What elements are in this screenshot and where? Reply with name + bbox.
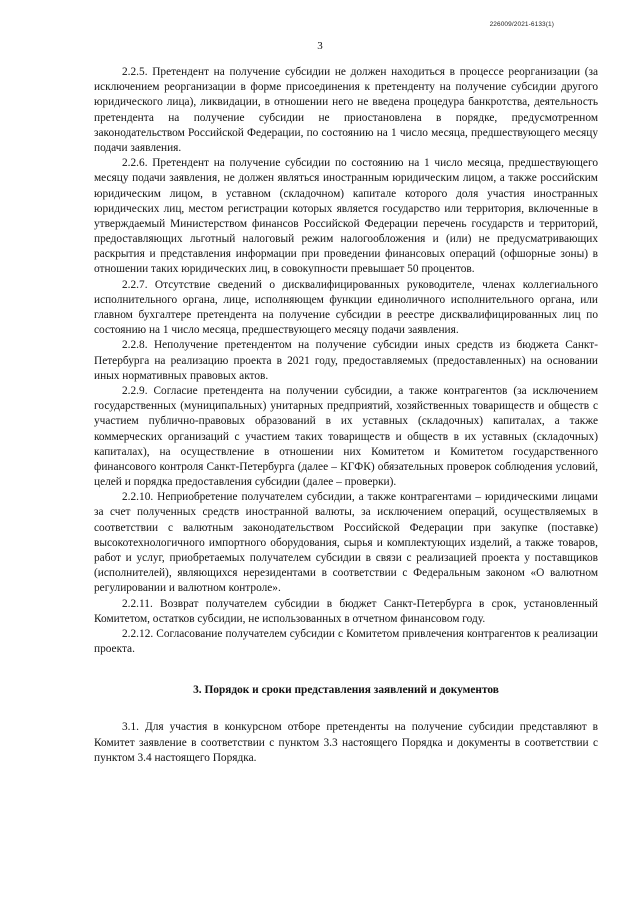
paragraph-2-2-10: 2.2.10. Неприобретение получателем субсидии, а также контрагентами – юридическими лицами за счет полученных средств иностранной валюты, за исключением операций, осуществляемых в соответствии с валютным законодательством Российской Федерации при закупке (поставке) высокотехнологичного импортного оборудования, сырья и комплектующих изделий, а также товаров, работ и услуг, приобретаемых получателем субсидии в связи с реализацией проекта у поставщиков (исполнителей), являющихся нерезидентами в соответствии с Федеральным законом «О валютном регулировании и валютном контроле». bbox=[94, 491, 598, 595]
paragraph-2-2-9: 2.2.9. Согласие претендента на получении субсидии, а также контрагентов (за исключением государственных (муниципальных) унитарных предприятий, хозяйственных товариществ и обществ с участием публично-правовых образований в их уставных (складочных) капиталах, а также коммерческих организаций с участием таких товариществ и обществ в их уставных (складочных) капиталах), на осуществление в отношении них Комитетом и Комитетом государственного финансового контроля Санкт-Петербурга (далее – КГФК) обязательных проверок соблюдения условий, целей и порядка предоставления субсидии (далее – проверки). bbox=[94, 384, 598, 489]
paragraph-2-2-8: 2.2.8. Неполучение претендентом на получение субсидии иных средств из бюджета Санкт-Петербурга на реализацию проекта в 2021 году, предоставляемых (предоставленных) на основании иных нормативных правовых актов. bbox=[94, 339, 598, 382]
section-heading: 3. Порядок и сроки представления заявлений и документов bbox=[193, 684, 499, 697]
paragraph-2-2-7: 2.2.7. Отсутствие сведений о дисквалифицированных руководителе, членах коллегиального исполнительного органа, лице, исполняющем функции единоличного исполнительного органа, или главном бухгалтере претендента на получение субсидии в реестре дисквалифицированных лиц по состоянию на 1 число месяца, предшествующего месяцу подачи заявления. bbox=[94, 278, 598, 337]
document-id: 226009/2021-6133(1) bbox=[489, 21, 554, 28]
paragraph-2-2-12: 2.2.12. Согласование получателем субсидии с Комитетом привлечения контрагентов к реализации проекта. bbox=[94, 627, 598, 656]
page-number: 3 bbox=[317, 40, 323, 52]
paragraph-2-2-6: 2.2.6. Претендент на получение субсидии по состоянию на 1 число месяца, предшествующего месяцу подачи заявления, не должен являться иностранным юридическим лицом, а также российским юридическим лицом, в уставном (складочном) капитале которого доля участия иностранных юридических лиц, местом регистрации которых является государство или территория, включенные в утверждаемый Министерством финансов Российской Федерации перечень государств и территорий, предоставляющих льготный налоговый режим налогообложения и (или) не предусматривающих раскрытия и представления информации при проведении финансовых операций (офшорные зоны) в отношении таких юридических лиц, в совокупности превышает 50 процентов. bbox=[94, 157, 598, 276]
document-body bbox=[94, 65, 598, 766]
paragraph-2-2-11: 2.2.11. Возврат получателем субсидии в бюджет Санкт-Петербурга в срок, установленный Комитетом, остатков субсидии, не использованных в отчетном финансовом году. bbox=[94, 597, 598, 625]
paragraph-3-1: 3.1. Для участия в конкурсном отборе претенденты на получение субсидии представляют в Комитет заявление в соответствии с пунктом 3.3 настоящего Порядка и документы в соответствии с пунктом 3.4 настоящего Порядка. bbox=[94, 721, 598, 764]
paragraph-2-2-5: 2.2.5. Претендент на получение субсидии не должен находиться в процессе реорганизации (за исключением реорганизации в форме присоединения к претенденту на получение субсидии другого юридического лица), ликвидации, в отношении него не введена процедура банкротства, деятельность претендента на получение субсидии не приостановлена в порядке, предусмотренном законодательством Российской Федерации, по состоянию на 1 число месяца, предшествующего месяцу подачи заявления. bbox=[94, 66, 598, 154]
